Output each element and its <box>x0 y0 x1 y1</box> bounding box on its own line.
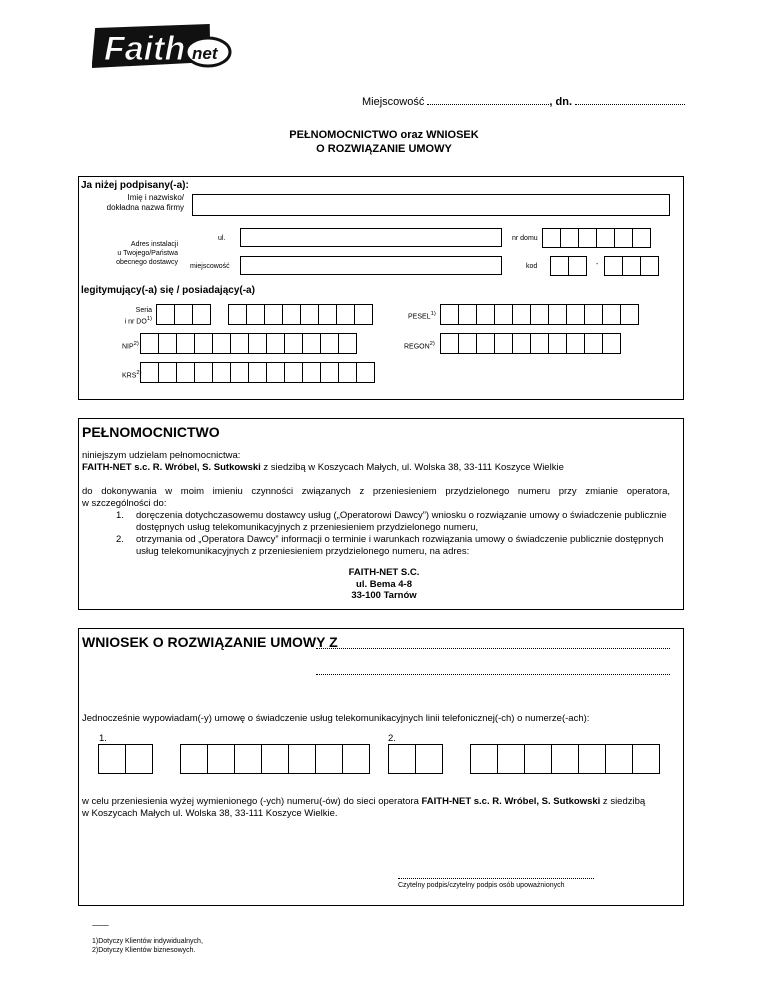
pesel-label <box>408 310 436 321</box>
poa-address-line-3: 33-100 Tarnów <box>351 590 417 601</box>
name-label-line-1: Imię i nazwisko/ <box>127 193 184 202</box>
faith-net-logo <box>92 22 242 72</box>
footnote-2: 2)Dotyczy Klientów biznesowych. <box>92 947 196 954</box>
street-field[interactable] <box>240 228 502 247</box>
postcode-cells-1[interactable] <box>550 256 587 276</box>
krs-text: KRS <box>122 372 137 380</box>
title-line-2: O ROZWIĄZANIE UMOWY <box>316 143 452 155</box>
logo-graphic <box>92 22 242 72</box>
poa-item2-line-1: otrzymania od „Operatora Dawcy” informacji o terminie i warunkach rozwiązania umowy o świadczenie publicznie dostępnych <box>136 534 664 545</box>
signer-heading: Ja niżej podpisany(-a): <box>81 180 189 191</box>
number1-prefix-cells[interactable] <box>98 744 153 774</box>
document-title <box>0 128 768 156</box>
operator-name-field-1[interactable] <box>316 648 670 649</box>
postcode-cells-2[interactable] <box>604 256 659 276</box>
regon-cells[interactable] <box>440 333 621 354</box>
signature-caption: Czytelny podpis/czytelny podpis osób upoważnionych <box>398 882 565 889</box>
poa-delivery-address <box>0 567 768 602</box>
address-label-line-2: u Twojego/Państwa <box>117 250 178 257</box>
number1-cells[interactable] <box>180 744 370 774</box>
nip-cells[interactable] <box>140 333 357 354</box>
title-line-1: PEŁNOMOCNICTWO oraz WNIOSEK <box>289 129 479 141</box>
poa-item2-line-2: usług telekomunikacyjnych z przeniesieniem przydzielonego numeru, na adres: <box>136 546 470 557</box>
series-label-line-1: Seria <box>135 307 152 314</box>
number2-cells[interactable] <box>470 744 660 774</box>
pesel-text: PESEL <box>408 313 431 321</box>
postcode-label: kod <box>526 263 538 270</box>
poa-item1-num: 1. <box>116 510 124 521</box>
operator-name-field-2[interactable] <box>316 674 670 675</box>
purpose-company: FAITH-NET s.c. R. Wróbel, S. Sutkowski <box>421 796 601 807</box>
poa-item1-line-1: doręczenia dotychczasowemu dostawcy usług („Operatorowi Dawcy”) wniosku o rozwiązanie umowy o świadczenie publicznie <box>136 510 667 521</box>
address-label <box>88 240 178 267</box>
regon-text: REGON <box>404 343 430 351</box>
name-label <box>96 193 184 213</box>
street-label: ul. <box>218 235 226 242</box>
poa-scope-line-2: w szczególności do: <box>82 498 167 509</box>
request-purpose-line-1 <box>82 796 645 808</box>
id-series-cells[interactable] <box>156 304 211 325</box>
series-label-line-2: i nr DO <box>124 318 147 326</box>
number2-prefix-cells[interactable] <box>388 744 443 774</box>
place-label: Miejscowość <box>362 96 425 108</box>
date-field[interactable] <box>575 96 685 105</box>
id-number-cells[interactable] <box>228 304 373 325</box>
series-label <box>108 306 152 326</box>
footnotes <box>92 937 203 955</box>
svg-text:Faith: Faith <box>104 30 186 68</box>
pesel-sup: 1) <box>430 311 436 317</box>
nip-sup: 2) <box>133 341 139 347</box>
nip-label <box>122 340 139 351</box>
city-field[interactable] <box>240 256 502 275</box>
krs-label <box>122 369 142 380</box>
krs-cells[interactable] <box>140 362 375 383</box>
city-label: miejscowość <box>190 263 230 270</box>
address-label-line-1: Adres instalacji <box>130 241 178 248</box>
poa-intro: niniejszym udzielam pełnomocnictwa: <box>82 450 241 461</box>
poa-item2-num: 2. <box>116 534 124 545</box>
number2-label: 2. <box>388 733 396 744</box>
signature-field[interactable] <box>398 878 594 879</box>
regon-sup: 2) <box>429 341 435 347</box>
date-label: , dn. <box>549 96 573 108</box>
number1-label: 1. <box>99 733 107 744</box>
poa-address-line-1: FAITH-NET S.C. <box>348 567 420 578</box>
poa-company-address: z siedzibą w Koszycach Małych, ul. Wolska 38, 33-111 Koszyce Wielkie <box>260 462 564 473</box>
place-date-line <box>362 96 685 108</box>
series-sup: 1) <box>146 316 152 322</box>
house-number-cells[interactable] <box>542 228 651 248</box>
poa-item1-line-2: dostępnych usług telekomunikacyjnych z przeniesieniem przydzielonego numeru, <box>136 522 479 533</box>
poa-address-line-2: ul. Bema 4-8 <box>356 578 412 590</box>
footnote-1: 1)Dotyczy Klientów indywidualnych, <box>92 938 203 945</box>
poa-company-name: FAITH-NET s.c. R. Wróbel, S. Sutkowski <box>82 462 261 473</box>
nip-text: NIP <box>122 343 134 351</box>
request-purpose-line-2: w Koszycach Małych ul. Wolska 38, 33-111 Koszyce Wielkie. <box>82 808 338 819</box>
purpose-text-a: w celu przeniesienia wyżej wymienionego (-ych) numeru(-ów) do sieci operatora <box>82 796 422 807</box>
place-field[interactable] <box>427 96 549 105</box>
request-statement: Jednocześnie wypowiadam(-y) umowę o świadczenie usług telekomunikacyjnych linii telefonicznej(-ch) o numerze(-ach): <box>82 713 590 724</box>
purpose-text-c: z siedzibą <box>600 796 646 807</box>
svg-text:net: net <box>192 44 218 63</box>
name-label-line-2: dokładna nazwa firmy <box>106 203 184 212</box>
regon-label <box>404 340 435 351</box>
poa-company <box>82 462 564 474</box>
request-heading: WNIOSEK O ROZWIĄZANIE UMOWY Z <box>82 634 338 650</box>
postcode-separator: - <box>596 261 599 268</box>
krs-sup: 2) <box>136 370 142 376</box>
footnote-rule: ---------------- <box>92 923 108 929</box>
id-heading: legitymujący(-a) się / posiadający(-a) <box>81 285 255 296</box>
name-field[interactable] <box>192 194 670 216</box>
poa-scope-line-1: do dokonywania w moim imieniu czynności związanych z przeniesieniem przydzielonego numeru przy zmianie operatora, <box>82 486 670 497</box>
pesel-cells[interactable] <box>440 304 639 325</box>
house-number-label: nr domu <box>512 235 538 242</box>
address-label-line-3: obecnego dostawcy <box>116 259 178 266</box>
poa-heading: PEŁNOMOCNICTWO <box>82 424 220 440</box>
